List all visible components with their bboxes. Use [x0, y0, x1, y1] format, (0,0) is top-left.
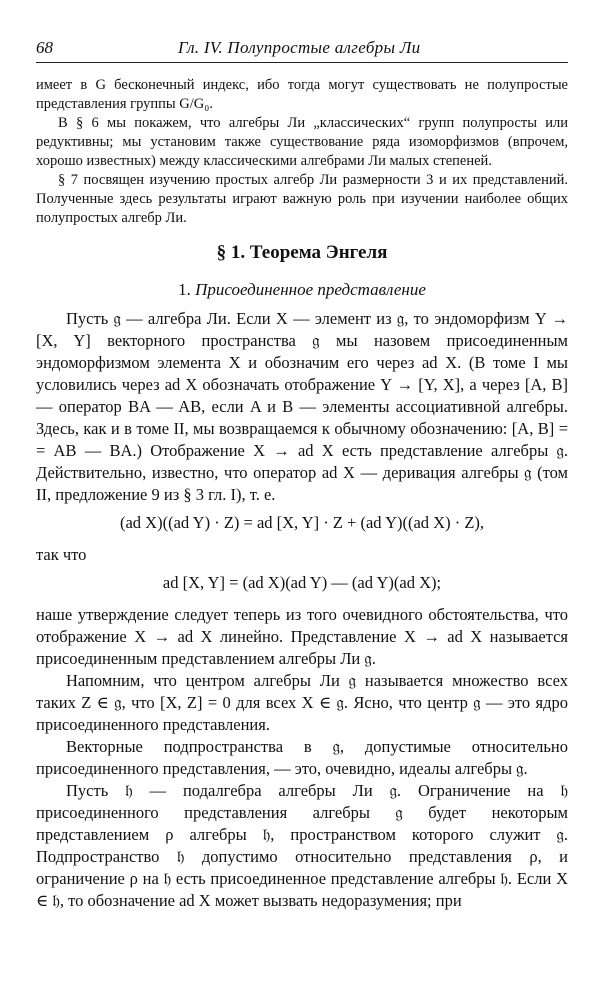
intro-paragraph-2: В § 6 мы покажем, что алгебры Ли „классических“ групп полупросты или редуктивны; мы установим также существование ряда изоморфизмов (впрочем, хорошо известных) между классическими алгебрами Ли малых степеней.: [36, 115, 568, 169]
body-paragraph-6: Пусть 𝔥 — подалгебра алгебры Ли 𝔤. Ограничение на 𝔥 присоединенного представления алгебры 𝔤 будет некоторым представлением ρ алгебры 𝔥, пространством которого служит 𝔤. Подпространство 𝔥 допустимо относительно представления ρ, и ограничение ρ на 𝔥 есть присоединенное представление алгебры 𝔥. Если X ∈ 𝔥, то обозначение ad X может вызвать недоразумения; при: [36, 781, 568, 910]
intro-paragraph-1: имеет в G бесконечный индекс, ибо тогда могут существовать не полупростые представления группы G/G₀.: [36, 77, 568, 112]
subsection-title: Присоединенное представление: [195, 280, 426, 299]
page-header: [36, 38, 568, 63]
body-paragraph-1: Пусть 𝔤 — алгебра Ли. Если X — элемент из 𝔤, то эндоморфизм Y → [X, Y] векторного пространства 𝔤 мы назовем присоединенным эндоморфизмом элемента X и обозначим его через ad X. (В томе I мы условились через ad X обозначать отображение Y → [Y, X], а через [A, B] — оператор BA — AB, если A и B — элементы ассоциативной алгебры. Здесь, как и в томе II, мы возвращаемся к обычному обозначению: [A, B] = = AB — BA.) Отображение X → ad X есть представление алгебры 𝔤. Действительно, известно, что оператор ad X — деривация алгебры 𝔤 (том II, предложение 9 из § 3 гл. I), т. е.: [36, 309, 568, 504]
subsection-number: 1.: [178, 280, 191, 299]
formula-derivation: (ad X)((ad Y) · Z) = ad [X, Y] · Z + (ad Y)((ad X) · Z),: [119, 513, 485, 532]
body-paragraph-2: так что: [36, 545, 87, 564]
main-text: [36, 308, 568, 912]
subsection-heading: [36, 280, 568, 300]
section-heading: § 1. Теорема Энгеля: [216, 242, 388, 263]
formula-commutator: ad [X, Y] = (ad X)(ad Y) — (ad Y)(ad X);: [162, 573, 442, 592]
body-paragraph-4: Напомним, что центром алгебры Ли 𝔤 называется множество всех таких Z ∈ 𝔤, что [X, Z] = 0 для всех X ∈ 𝔤. Ясно, что центр 𝔤 — это ядро присоединенного представления.: [36, 671, 568, 734]
body-paragraph-5: Векторные подпространства в 𝔤, допустимые относительно присоединенного представления, — это, очевидно, идеалы алгебры 𝔤.: [36, 737, 568, 778]
running-title: Гл. IV. Полупростые алгебры Ли: [178, 38, 421, 57]
intro-paragraph-3: § 7 посвящен изучению простых алгебр Ли размерности 3 и их представлений. Полученные здесь результаты играют важную роль при изучении наиболее общих полупростых алгебр Ли.: [36, 172, 568, 226]
intro-text: [36, 76, 568, 228]
page-number: 68: [36, 38, 53, 57]
body-paragraph-3: наше утверждение следует теперь из того очевидного обстоятельства, что отображение X → ad X линейно. Представление X → ad X называется присоединенным представлением алгебры Ли 𝔤.: [36, 605, 568, 668]
